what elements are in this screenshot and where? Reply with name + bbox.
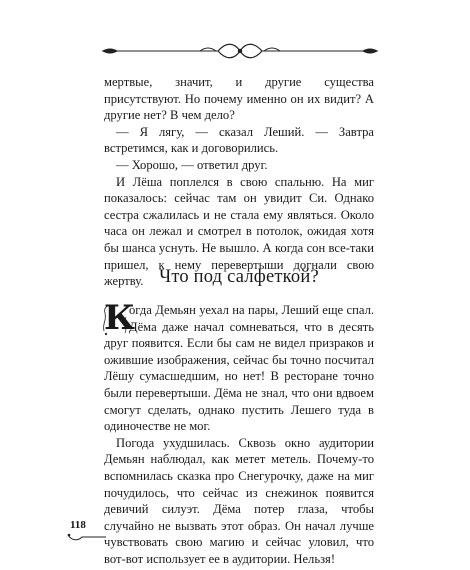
paragraph: — Я лягу, — сказал Леший. — Завтра встретимся, как и договорились. [104,124,374,156]
text-block-bottom [104,298,374,568]
chapter-title: Что под салфеткой? [159,267,319,287]
drop-cap [104,298,135,338]
paragraph: мертвые, значит, и другие существа присутствуют. Но почему именно он их видит? А другие нет? В чем дело? [104,75,374,123]
paragraph: — Хорошо, — ответил друг. [116,157,268,172]
page-number: 118 [70,519,86,531]
paragraph-text: огда Демьян уехал на пары, Леший еще спал. Дёма даже начал сомневаться, что в десять друг появится. Если бы сам не видел призраков и ожившие изображения, сейчас бы точно посчитал Лёшу сумасшедшим, но нет! В ресторане точно были перевертыши. Дёма не знал, что они вдвоем смогут сделать, однако пустить Лешего туда в одиночестве не мог. [104,303,374,434]
paragraph: Погода ухудшилась. Сквозь окно аудитории Демьян наблюдал, как метет метель. Почему-то вспомнилась сказка про Снегурочку, даже на миг почудилось, что сейчас из снежинок появится девичий силуэт. Дёма потер глаза, чтобы случайно не вызвать этот образ. Он начал лучше чувствовать свою магию и сейчас уловил, что вот-вот использует ее в аудитории. Нельзя! [104,435,374,566]
paragraph [104,298,374,435]
paragraph: И Лёша поплелся в свою спальню. На миг показалось: сейчас там он увидит Си. Однако сестра сжалилась и не стала ему являться. Около часа он лежал и смотрел в потолок, ожидая хотя бы шанса уснуть. Не вышло. А когда сон все-таки пришел, к нему перевертыши догнали свою жертву. [104,174,374,289]
text-block-top [104,74,374,290]
drop-cap-letter: К [104,298,135,338]
top-ornament-icon [100,40,380,62]
page-number-ornament-icon [66,531,108,543]
